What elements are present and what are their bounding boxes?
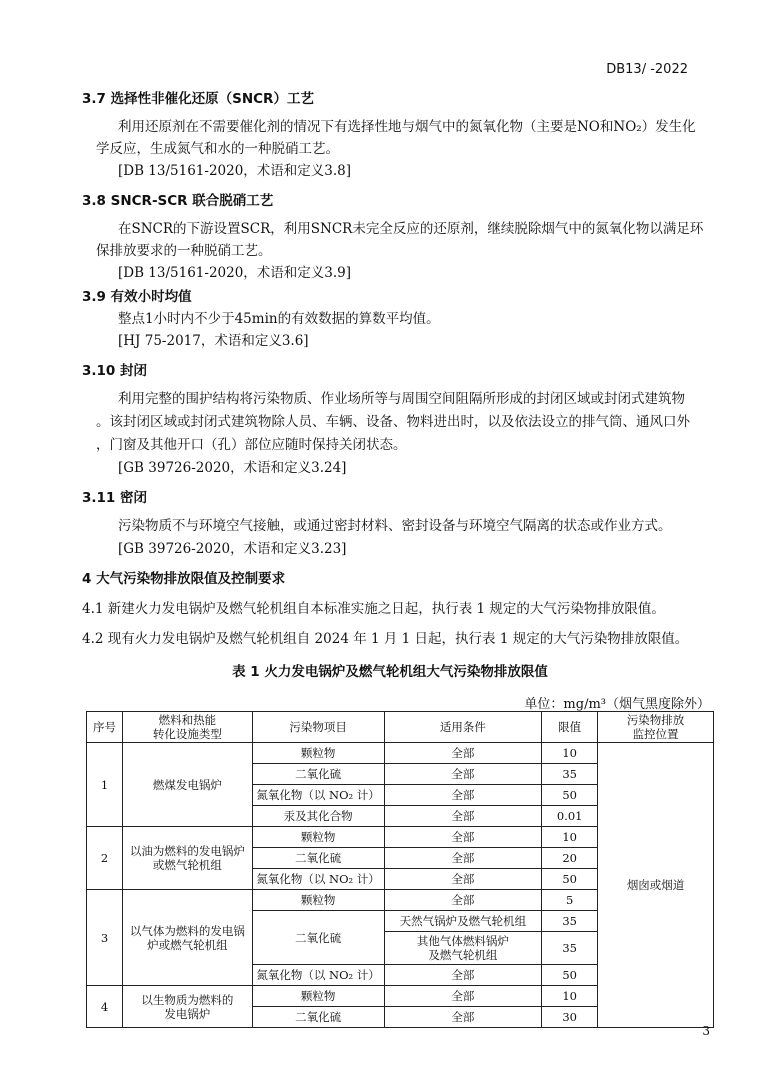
condition-cell: 全部 [384, 764, 542, 785]
condition-cell: 全部 [384, 1007, 542, 1028]
condition-cell: 全部 [384, 890, 542, 911]
limit-cell: 10 [542, 743, 598, 764]
group-3-no: 3 [87, 890, 123, 986]
header-fuel-type: 燃料和热能 转化设施类型 [122, 712, 252, 743]
clause-4-1: 4.1 新建火力发电锅炉及燃气轮机组自本标准实施之日起，执行表 1 规定的大气污染物排放限值。 [82, 601, 665, 617]
monitor-location-cell: 烟囱或烟道 [598, 743, 714, 1028]
pollutant-cell: 氮氧化物（以 NO₂ 计） [252, 965, 384, 986]
limit-cell: 10 [542, 986, 598, 1007]
pollutant-cell: 二氧化硫 [252, 848, 384, 869]
clause-4-2: 4.2 现有火力发电锅炉及燃气轮机组自 2024 年 1 月 1 日起，执行表 1 规定的大气污染物排放限值。 [82, 631, 689, 647]
condition-cell: 天然气锅炉及燃气轮机组 [384, 911, 542, 932]
section-3-9-ref: [HJ 75-2017，术语和定义3.6] [118, 333, 309, 349]
pollutant-cell: 二氧化硫 [252, 764, 384, 785]
group-2-no: 2 [87, 827, 123, 890]
pollutant-cell: 颗粒物 [252, 890, 384, 911]
condition-cell: 全部 [384, 986, 542, 1007]
section-3-9-body-1: 整点1小时内不少于45min的有效数据的算数平均值。 [118, 311, 440, 327]
pollutant-cell: 颗粒物 [252, 827, 384, 848]
section-3-10-body-3: ，门窗及其他开口（孔）部位应随时保持关闭状态。 [96, 437, 407, 453]
limit-cell: 20 [542, 848, 598, 869]
table-row [87, 743, 714, 764]
group-1-no: 1 [87, 743, 123, 827]
doc-code: DB13/ -2022 [606, 62, 688, 77]
pollutant-cell: 二氧化硫 [252, 911, 384, 965]
header-monitor-location: 污染物排放 监控位置 [598, 712, 714, 743]
condition-cell: 全部 [384, 965, 542, 986]
pollutant-cell: 颗粒物 [252, 743, 384, 764]
section-3-7-title: 3.7 选择性非催化还原（SNCR）工艺 [82, 91, 314, 107]
section-3-11-ref: [GB 39726-2020，术语和定义3.23] [118, 541, 347, 557]
condition-cell: 全部 [384, 848, 542, 869]
emission-limits-table [86, 711, 714, 1028]
section-3-7-body-1: 利用还原剂在不需要催化剂的情况下有选择性地与烟气中的氮氧化物（主要是NO和NO₂）发生化 [118, 119, 696, 135]
condition-cell: 全部 [384, 869, 542, 890]
section-3-9-title: 3.9 有效小时均值 [82, 289, 192, 305]
group-2-fuel: 以油为燃料的发电锅炉 或燃气轮机组 [122, 827, 252, 890]
limit-cell: 50 [542, 785, 598, 806]
condition-cell: 其他气体燃料锅炉 及燃气轮机组 [384, 932, 542, 965]
pollutant-cell: 二氧化硫 [252, 1007, 384, 1028]
section-3-7-body-2: 学反应，生成氮气和水的一种脱硝工艺。 [96, 141, 339, 157]
section-3-8-body-1: 在SNCR的下游设置SCR，利用SNCR未完全反应的还原剂，继续脱除烟气中的氮氧化物以满足环 [118, 221, 704, 237]
group-3-fuel: 以气体为燃料的发电锅 炉或燃气轮机组 [122, 890, 252, 986]
section-3-10-body-2: 。该封闭区域或封闭式建筑物除人员、车辆、设备、物料进出时，以及依法设立的排气筒、通风口外 [96, 414, 690, 430]
limit-cell: 50 [542, 869, 598, 890]
section-3-7-ref: [DB 13/5161-2020，术语和定义3.8] [118, 163, 352, 179]
condition-cell: 全部 [384, 806, 542, 827]
section-3-10-ref: [GB 39726-2020，术语和定义3.24] [118, 460, 347, 476]
group-1-fuel: 燃煤发电锅炉 [122, 743, 252, 827]
table-unit: 单位：mg/m³（烟气黑度除外） [524, 697, 710, 712]
limit-cell: 35 [542, 764, 598, 785]
section-3-8-title: 3.8 SNCR-SCR 联合脱硝工艺 [82, 193, 274, 209]
group-4-no: 4 [87, 986, 123, 1028]
header-limit: 限值 [542, 712, 598, 743]
section-4-title: 4 大气污染物排放限值及控制要求 [82, 571, 286, 587]
limit-cell: 35 [542, 911, 598, 932]
header-no: 序号 [87, 712, 123, 743]
pollutant-cell: 汞及其化合物 [252, 806, 384, 827]
group-4-fuel: 以生物质为燃料的 发电锅炉 [122, 986, 252, 1028]
section-3-11-title: 3.11 密闭 [82, 490, 148, 506]
condition-cell: 全部 [384, 827, 542, 848]
table-caption: 表 1 火力发电锅炉及燃气轮机组大气污染物排放限值 [232, 664, 548, 680]
section-3-8-body-2: 保排放要求的一种脱硝工艺。 [96, 243, 272, 259]
limit-cell: 5 [542, 890, 598, 911]
pollutant-cell: 氮氧化物（以 NO₂ 计） [252, 785, 384, 806]
pollutant-cell: 颗粒物 [252, 986, 384, 1007]
section-3-10-title: 3.10 封闭 [82, 363, 148, 379]
limit-cell: 30 [542, 1007, 598, 1028]
pollutant-cell: 氮氧化物（以 NO₂ 计） [252, 869, 384, 890]
section-3-8-ref: [DB 13/5161-2020，术语和定义3.9] [118, 265, 352, 281]
limit-cell: 50 [542, 965, 598, 986]
condition-cell: 全部 [384, 743, 542, 764]
header-condition: 适用条件 [384, 712, 542, 743]
limit-cell: 10 [542, 827, 598, 848]
table-header-row [87, 712, 714, 743]
page-number: 3 [702, 1024, 710, 1038]
limit-cell: 0.01 [542, 806, 598, 827]
header-pollutant: 污染物项目 [252, 712, 384, 743]
section-3-10-body-1: 利用完整的围护结构将污染物质、作业场所等与周围空间阻隔所形成的封闭区域或封闭式建筑物 [118, 391, 685, 407]
condition-cell: 全部 [384, 785, 542, 806]
section-3-11-body-1: 污染物质不与环境空气接触，或通过密封材料、密封设备与环境空气隔离的状态或作业方式。 [118, 518, 672, 534]
limit-cell: 35 [542, 932, 598, 965]
